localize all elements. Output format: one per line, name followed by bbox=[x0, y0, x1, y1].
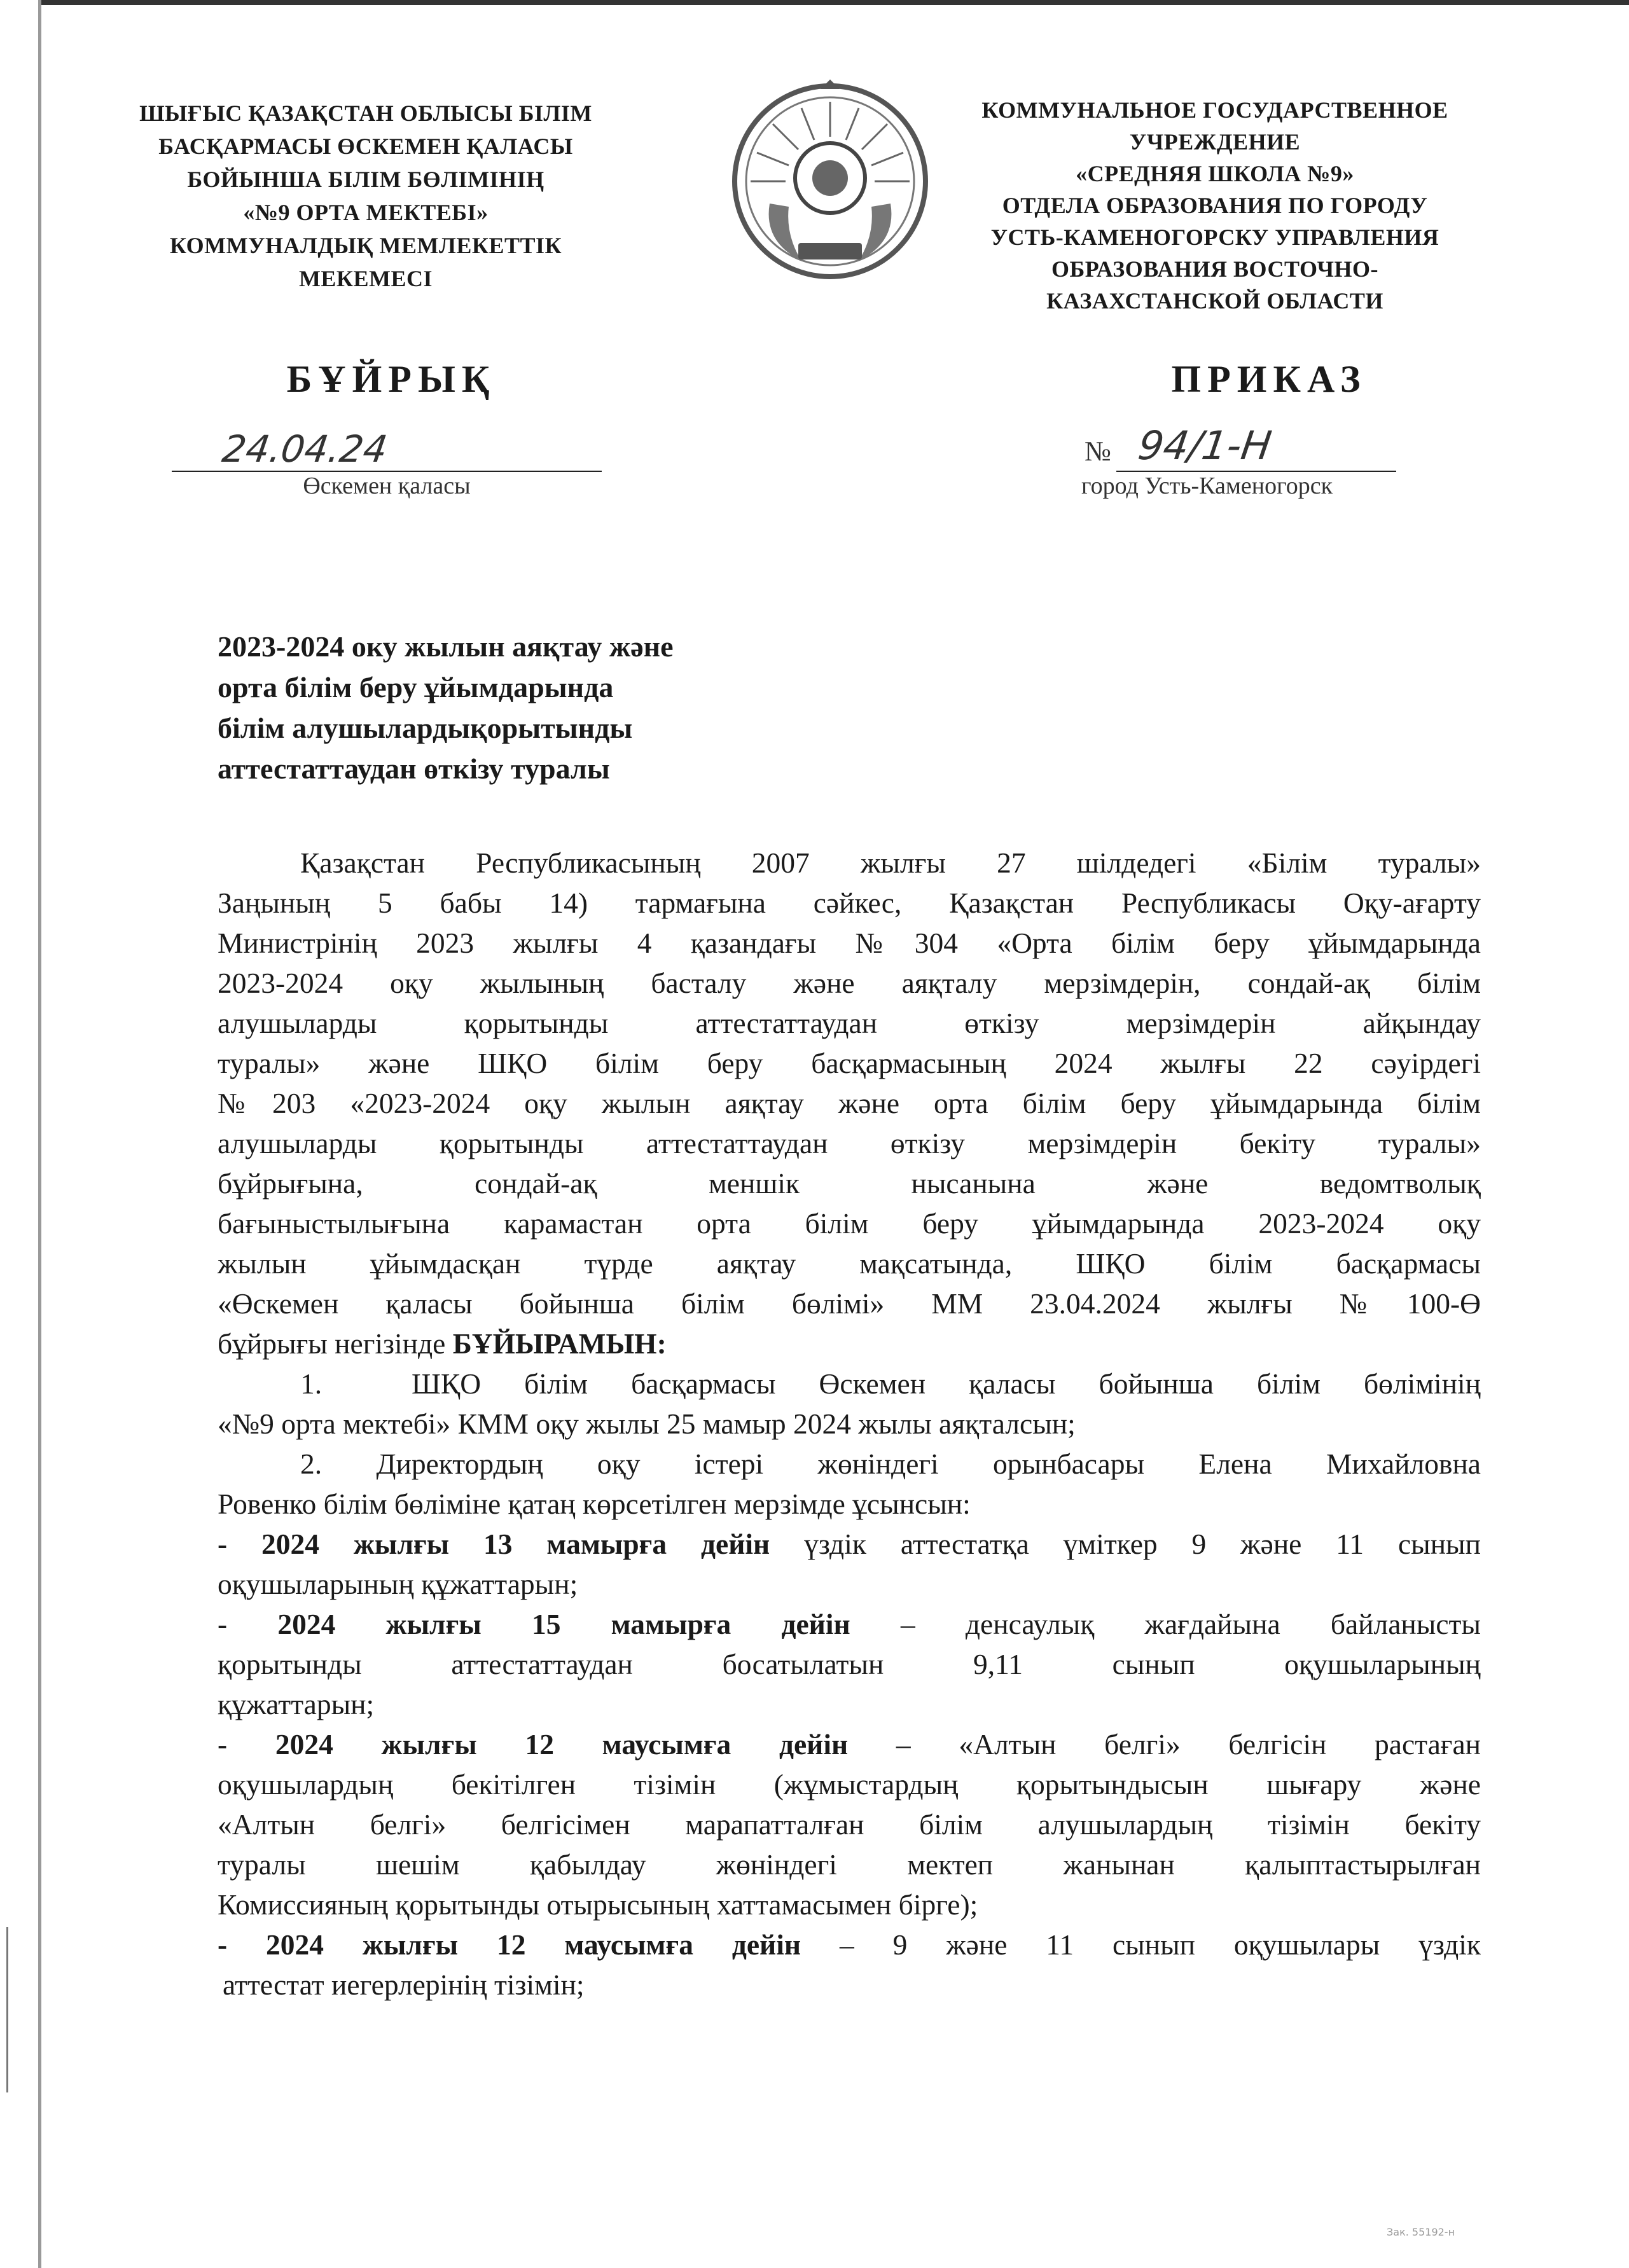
body-line: Министрінің 2023 жылғы 4 қазандағы №304 «Орта білім беру ұйымдарында bbox=[218, 927, 1481, 959]
header-ru: КОММУНАЛЬНОЕ ГОСУДАРСТВЕННОЕ УЧРЕЖДЕНИЕ «СРЕДНЯЯ ШКОЛА №9» ОТДЕЛА ОБРАЗОВАНИЯ ПО ГОРОДУ УСТЬ-КАМЕНОГОРСКУ УПРАВЛЕНИЯ ОБРАЗОВАНИЯ ВОСТОЧНО- КАЗАХСТАНСКОЙ ОБЛАСТИ bbox=[981, 97, 1448, 314]
body-line: «Алтын белгі» белгісімен марапатталған білім алушылардың тізімін бекіту bbox=[218, 1808, 1481, 1841]
order-body bbox=[218, 843, 1481, 2005]
order-date: 24.04.24 bbox=[219, 427, 391, 471]
body-line: Комиссияның қорытынды отырысының хаттамасымен бірге); bbox=[218, 1888, 978, 1921]
body-line: туралы шешім қабылдау жөніндегі мектеп жанынан қалыптастырылған bbox=[218, 1848, 1481, 1881]
header-kz: ШЫҒЫС ҚАЗАҚСТАН ОБЛЫСЫ БІЛІМ БАСҚАРМАСЫ ӨСКЕМЕН ҚАЛАСЫ БОЙЫНША БІЛІМ БӨЛІМІНІҢ «№9 ОРТА МЕКТЕБІ» КОММУНАЛДЫҚ МЕМЛЕКЕТТІК МЕКЕМЕСІ bbox=[139, 100, 592, 291]
body-line: Заңының 5 бабы 14) тармағына сәйкес, Қазақстан Республикасы Оқу-ағарту bbox=[218, 887, 1481, 919]
order-subject: 2023-2024 оку жылын аяқтау және орта білім беру ұйымдарында білім алушылардықорытынды аттестаттаудан өткізу туралы bbox=[218, 630, 674, 785]
deadline-4: - 2024 жылғы 12 маусымға дейін – 9 және 11 сынып оқушылары үздік bbox=[218, 1928, 1481, 1961]
scan-margin-mark bbox=[6, 1927, 8, 2092]
item-1: 1. ШҚО білім басқармасы Өскемен қаласы бойынша білім бөлімінің bbox=[300, 1367, 1481, 1400]
body-line: туралы» және ШҚО білім беру басқармасының 2024 жылғы 22 сәуірдегі bbox=[218, 1047, 1481, 1079]
body-line: алушыларды қорытынды аттестаттаудан өткізу мерзімдерін бекіту туралы» bbox=[218, 1127, 1481, 1159]
body-line: оқушыларының құжаттарын; bbox=[218, 1568, 578, 1600]
body-line: Ровенко білім бөліміне қатаң көрсетілген мерзімде ұсынсын: bbox=[218, 1488, 971, 1520]
state-emblem-icon bbox=[725, 76, 935, 286]
body-line: 2023-2024 оқу жылының басталу және аяқталу мерзімдерін, сондай-ақ білім bbox=[218, 967, 1481, 999]
body-line: қорытынды аттестаттаудан босатылатын 9,11 сынып оқушыларының bbox=[218, 1648, 1481, 1680]
order-number-label: № bbox=[1085, 436, 1111, 467]
scan-left-border bbox=[38, 0, 41, 2268]
body-line: алушыларды қорытынды аттестаттаудан өткізу мерзімдерін айқындау bbox=[218, 1007, 1481, 1039]
body-line: оқушылардың бекітілген тізімін (жұмыстардың қорытындысын шығару және bbox=[218, 1768, 1481, 1801]
body-line: Қазақстан Республикасының 2007 жылғы 27 шілдедегі «Білім туралы» bbox=[300, 847, 1481, 879]
body-line: «№9 орта мектебі» КММ оқу жылы 25 мамыр 2024 жылы аяқталсын; bbox=[218, 1407, 1076, 1440]
body-line: жылын ұйымдасқан түрде аяқтау мақсатында, ШҚО білім басқармасы bbox=[218, 1247, 1481, 1280]
deadline-2: - 2024 жылғы 15 мамырға дейін – денсаулық жағдайына байланысты bbox=[218, 1608, 1481, 1640]
body-line: «Өскемен қаласы бойынша білім бөлімі» ММ 23.04.2024 жылғы №100-Ө bbox=[218, 1287, 1481, 1320]
item-2: 2. Директордың оқу істері жөніндегі орынбасары Елена Михайловна bbox=[300, 1448, 1481, 1480]
body-line: құжаттарын; bbox=[218, 1688, 375, 1720]
print-code: Зак. 55192-н bbox=[1387, 2226, 1455, 2238]
body-line: №203 «2023-2024 оқу жылын аяқтау және орта білім беру ұйымдарында білім bbox=[218, 1087, 1481, 1119]
deadline-3: - 2024 жылғы 12 маусымға дейін – «Алтын белгі» белгісін растаған bbox=[218, 1728, 1481, 1760]
body-line: бағыныстылығына карамастан орта білім беру ұйымдарында 2023-2024 оқу bbox=[218, 1207, 1481, 1240]
city-ru: город Усть-Каменогорск bbox=[1081, 473, 1333, 499]
body-line: аттестат иегерлерінің тізімін; bbox=[223, 1968, 585, 2001]
deadline-1: - 2024 жылғы 13 мамырға дейін үздік аттестатқа үміткер 9 және 11 сынып bbox=[218, 1528, 1481, 1560]
body-line: бұйрығына, сондай-ақ меншік нысанына және ведомтволық bbox=[218, 1167, 1481, 1200]
order-number: 94/1-Н bbox=[1135, 422, 1275, 469]
order-title-kz: БҰЙРЫҚ bbox=[286, 358, 496, 400]
body-line: бұйрығы негізінде БҰЙЫРАМЫН: bbox=[218, 1327, 667, 1360]
decree-word: БҰЙЫРАМЫН: bbox=[452, 1327, 667, 1360]
order-title-ru: ПРИКАЗ bbox=[1171, 358, 1367, 400]
scan-top-border bbox=[38, 0, 1629, 5]
city-kz: Өскемен қаласы bbox=[303, 473, 471, 499]
